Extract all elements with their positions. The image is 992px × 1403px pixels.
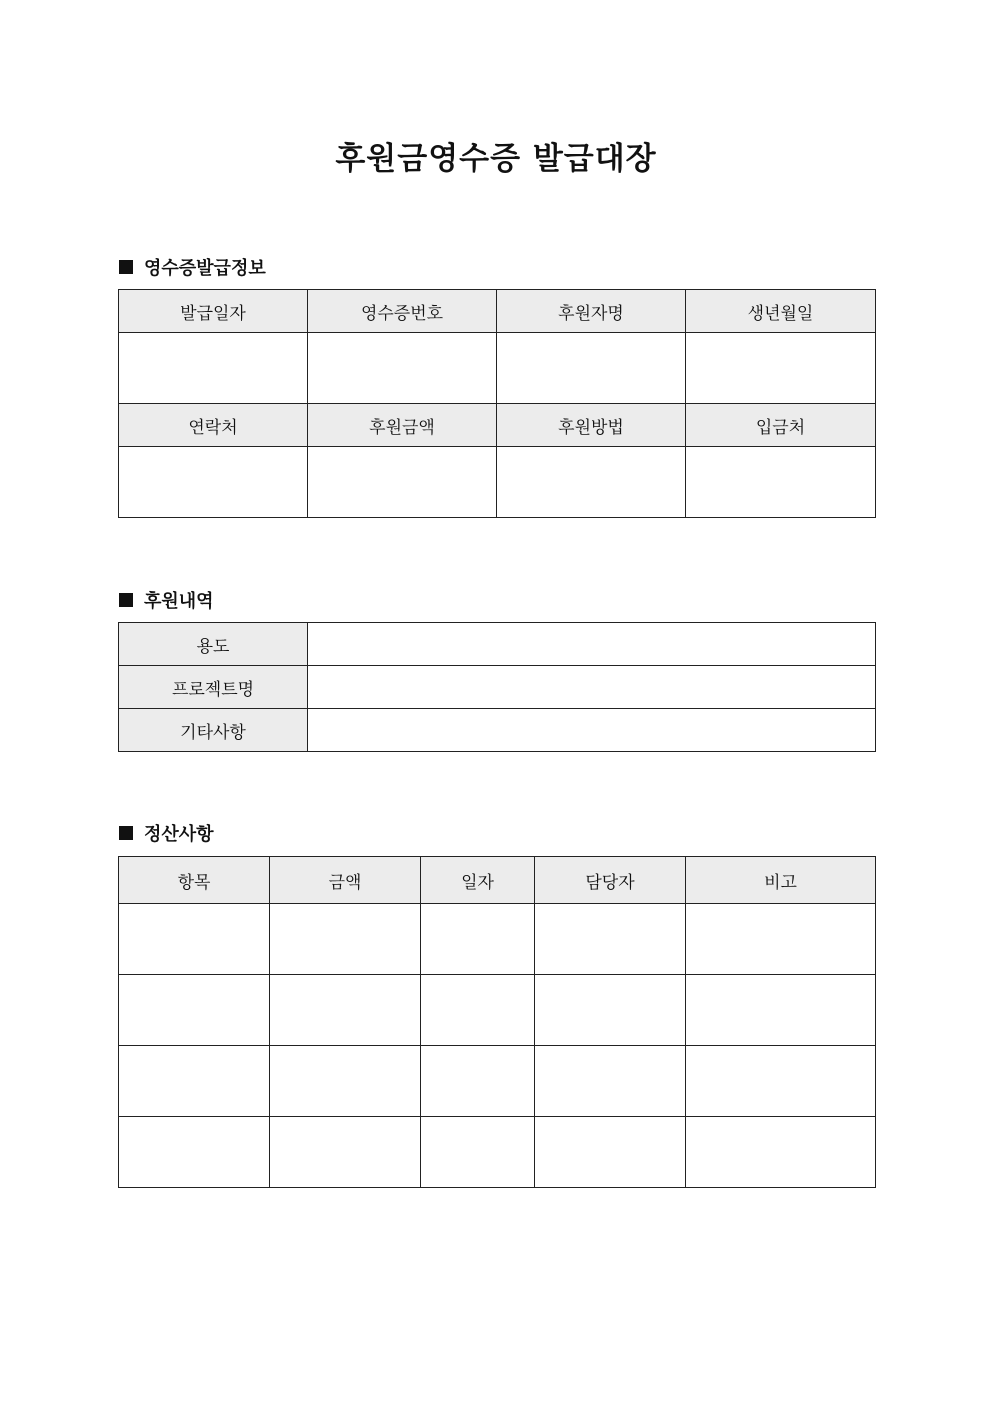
header-contact: 연락처 xyxy=(119,404,308,447)
header-remarks: 비고 xyxy=(686,857,876,904)
header-person-in-charge: 담당자 xyxy=(535,857,686,904)
amount-cell[interactable] xyxy=(270,1046,421,1117)
table-header-row xyxy=(119,404,876,447)
purpose-cell[interactable] xyxy=(308,623,876,666)
contact-cell[interactable] xyxy=(119,447,308,518)
person-in-charge-cell[interactable] xyxy=(535,904,686,975)
table-row xyxy=(119,904,876,975)
table-header-row xyxy=(119,857,876,904)
table-header-row xyxy=(119,290,876,333)
amount-cell[interactable] xyxy=(270,975,421,1046)
table-row xyxy=(119,666,876,709)
header-donation-amount: 후원금액 xyxy=(308,404,497,447)
document-title: 후원금영수증 발급대장 xyxy=(335,141,657,177)
section-heading-text: 후원내역 xyxy=(144,591,214,612)
receipt-info-table xyxy=(118,289,876,518)
date-cell[interactable] xyxy=(421,975,535,1046)
table-row xyxy=(119,333,876,404)
amount-cell[interactable] xyxy=(270,1117,421,1188)
header-amount: 금액 xyxy=(270,857,421,904)
section-heading-donation-details xyxy=(119,587,214,613)
person-in-charge-cell[interactable] xyxy=(535,1046,686,1117)
table-row xyxy=(119,447,876,518)
header-birth-date: 생년월일 xyxy=(686,290,876,333)
date-cell[interactable] xyxy=(421,1046,535,1117)
remarks-cell[interactable] xyxy=(686,975,876,1046)
label-purpose: 용도 xyxy=(119,623,308,666)
header-deposit-account: 입금처 xyxy=(686,404,876,447)
label-project-name: 프로젝트명 xyxy=(119,666,308,709)
header-date: 일자 xyxy=(421,857,535,904)
date-cell[interactable] xyxy=(421,904,535,975)
item-cell[interactable] xyxy=(119,1117,270,1188)
project-name-cell[interactable] xyxy=(308,666,876,709)
header-issue-date: 발급일자 xyxy=(119,290,308,333)
header-item: 항목 xyxy=(119,857,270,904)
remarks-cell[interactable] xyxy=(686,1046,876,1117)
birth-date-cell[interactable] xyxy=(686,333,876,404)
donor-name-cell[interactable] xyxy=(497,333,686,404)
item-cell[interactable] xyxy=(119,904,270,975)
header-donor-name: 후원자명 xyxy=(497,290,686,333)
header-donation-method: 후원방법 xyxy=(497,404,686,447)
other-notes-cell[interactable] xyxy=(308,709,876,752)
header-receipt-number: 영수증번호 xyxy=(308,290,497,333)
square-bullet-icon xyxy=(119,260,133,274)
date-cell[interactable] xyxy=(421,1117,535,1188)
table-row xyxy=(119,623,876,666)
section-heading-receipt-info xyxy=(119,254,266,280)
item-cell[interactable] xyxy=(119,1046,270,1117)
table-row xyxy=(119,1117,876,1188)
deposit-account-cell[interactable] xyxy=(686,447,876,518)
issue-date-cell[interactable] xyxy=(119,333,308,404)
remarks-cell[interactable] xyxy=(686,904,876,975)
label-other-notes: 기타사항 xyxy=(119,709,308,752)
section-heading-text: 영수증발급정보 xyxy=(144,258,266,279)
receipt-number-cell[interactable] xyxy=(308,333,497,404)
square-bullet-icon xyxy=(119,826,133,840)
donation-method-cell[interactable] xyxy=(497,447,686,518)
table-row xyxy=(119,709,876,752)
donation-details-table xyxy=(118,622,876,752)
remarks-cell[interactable] xyxy=(686,1117,876,1188)
person-in-charge-cell[interactable] xyxy=(535,975,686,1046)
square-bullet-icon xyxy=(119,593,133,607)
section-heading-settlement xyxy=(119,820,214,846)
settlement-table xyxy=(118,856,876,1188)
donation-amount-cell[interactable] xyxy=(308,447,497,518)
person-in-charge-cell[interactable] xyxy=(535,1117,686,1188)
table-row xyxy=(119,975,876,1046)
amount-cell[interactable] xyxy=(270,904,421,975)
table-row xyxy=(119,1046,876,1117)
section-heading-text: 정산사항 xyxy=(144,824,214,845)
item-cell[interactable] xyxy=(119,975,270,1046)
